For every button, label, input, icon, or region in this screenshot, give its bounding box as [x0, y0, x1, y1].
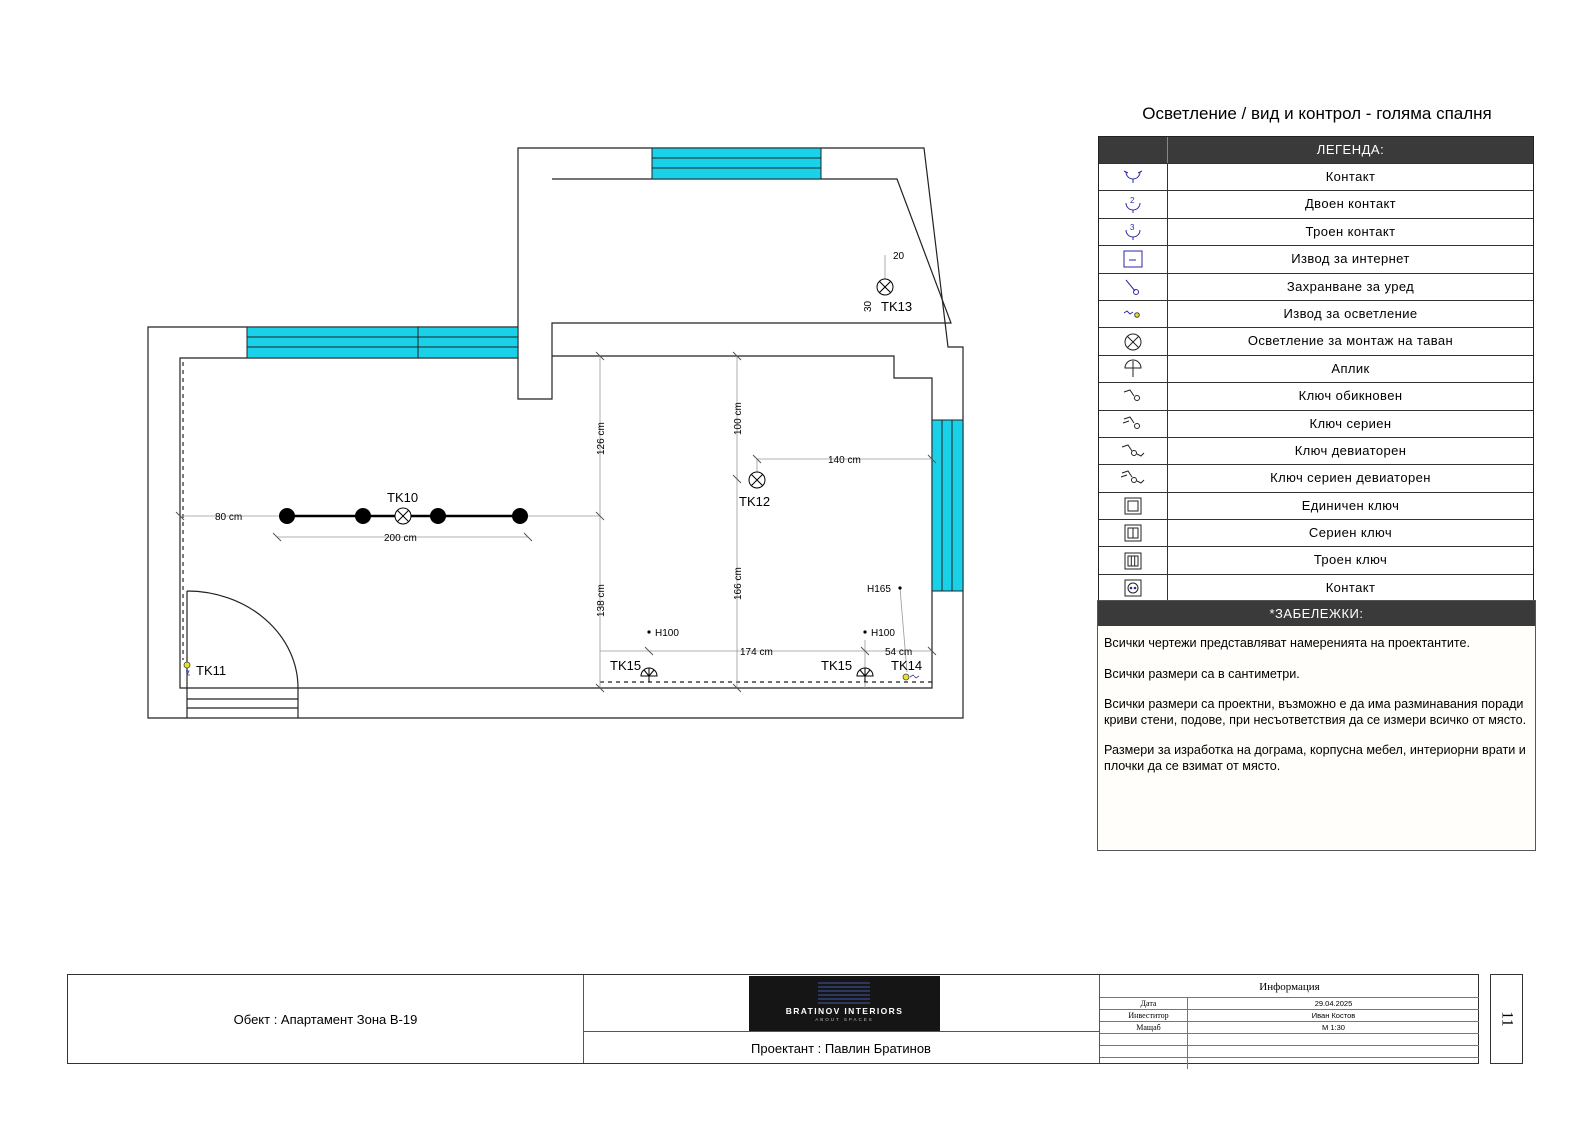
dim-174: 174 cm — [740, 647, 773, 658]
note-line: Всички размери са в сантиметри. — [1104, 666, 1300, 681]
legend-row — [1099, 574, 1533, 601]
legend-row — [1099, 546, 1533, 573]
info-key: Дата — [1110, 998, 1188, 1009]
tk10-luminaire — [279, 508, 528, 524]
dimension-lines — [180, 255, 932, 688]
note-line: Всички чертежи представляват намеренията на проектантите. — [1104, 636, 1471, 650]
notes-title: *ЗАБЕЛЕЖКИ: — [1098, 601, 1535, 626]
designer-name: Проектант : Павлин Братинов — [583, 1031, 1099, 1064]
info-row — [1100, 997, 1479, 1009]
legend-row — [1099, 410, 1533, 437]
dim-20: 20 — [893, 251, 905, 262]
legend-label: Контакт — [1325, 169, 1376, 184]
wall-lamp-icon — [857, 668, 873, 682]
triple-socket-icon — [1099, 219, 1168, 245]
info-row — [1100, 1021, 1479, 1033]
legend-table — [1098, 136, 1534, 602]
legend-row — [1099, 327, 1533, 354]
walls — [148, 148, 963, 718]
legend-label: Извод за интернет — [1291, 251, 1410, 267]
legend-row — [1099, 355, 1533, 382]
double-switch-icon — [1099, 520, 1168, 546]
note-line: Всички размери са проектни, възможно е да има разминавания поради криви стени, подове, при несъответствия да се измери всичко от място. — [1104, 697, 1527, 727]
page-number-text: 11 — [1498, 1011, 1516, 1027]
dim-80: 80 cm — [215, 512, 243, 523]
info-value: М 1:30 — [1322, 1023, 1345, 1032]
legend-row — [1099, 519, 1533, 546]
dim-30: 30 — [863, 300, 874, 312]
object-name: Обект : Апартамент Зона В-19 — [68, 975, 584, 1063]
height-marker — [898, 586, 901, 589]
legend-row — [1099, 245, 1533, 272]
info-value: 29.04.2025 — [1314, 999, 1353, 1008]
company-logo — [749, 976, 940, 1031]
legend-header — [1099, 137, 1533, 163]
tag-tk11: TK11 — [196, 663, 227, 678]
legend-label: Извод за осветление — [1283, 305, 1418, 321]
dim-140: 140 cm — [828, 455, 861, 466]
series-switch-icon — [1099, 411, 1168, 437]
wall-lamp-icon — [641, 668, 657, 682]
dim-166: 166 cm — [733, 567, 744, 600]
legend-label: Троен контакт — [1305, 223, 1396, 239]
info-key: Мащаб — [1110, 1022, 1188, 1033]
windows — [247, 148, 963, 591]
window-left — [247, 327, 518, 358]
tag-tk13: TK13 — [881, 299, 913, 314]
dim-54: 54 cm — [885, 647, 913, 658]
ceiling-light-icon — [1099, 328, 1168, 354]
legend-label: Троен ключ — [1313, 552, 1388, 568]
legend-row — [1099, 437, 1533, 464]
socket-plate-icon — [1099, 575, 1168, 601]
info-key: Инвеститор — [1110, 1010, 1188, 1021]
legend-label: Единичен ключ — [1301, 497, 1400, 513]
triple-switch-icon — [1099, 547, 1168, 573]
height-h100-right: H100 — [871, 628, 895, 639]
series-two-way-switch-icon — [1099, 465, 1168, 491]
sheet-title: Осветление / вид и контрол - голяма спалня — [1142, 104, 1492, 123]
dim-138: 138 cm — [596, 584, 607, 617]
legend-row — [1099, 273, 1533, 300]
window-top — [652, 148, 821, 179]
socket-icon — [1099, 164, 1168, 190]
legend-row — [1099, 190, 1533, 217]
legend-label: Сериен ключ — [1308, 525, 1393, 541]
height-marker — [863, 630, 866, 633]
page-number — [1490, 974, 1523, 1064]
legend-label: Захранване за уред — [1286, 278, 1415, 294]
height-marker — [647, 630, 650, 633]
info-value: Иван Костов — [1311, 1011, 1356, 1020]
info-row — [1100, 1009, 1479, 1021]
internet-outlet-icon — [1099, 246, 1168, 272]
tag-tk15-left: TK15 — [610, 658, 642, 673]
legend-label: Ключ сериен — [1309, 415, 1392, 431]
legend-label: Ключ сериен девиаторен — [1270, 470, 1431, 486]
legend-label: Ключ девиаторен — [1294, 442, 1407, 458]
simple-switch-icon — [1099, 383, 1168, 409]
lighting-outlet-icon — [1099, 301, 1168, 327]
legend-row — [1099, 218, 1533, 245]
tag-tk14: TK14 — [891, 658, 923, 673]
height-h100-left: H100 — [655, 628, 679, 639]
logo-text: BRATINOV INTERIORS — [785, 1006, 904, 1016]
legend-label: Ключ обикновен — [1298, 388, 1403, 404]
notes-panel — [1097, 600, 1536, 851]
two-way-switch-icon — [1099, 438, 1168, 464]
title-block — [67, 974, 1479, 1064]
dim-200: 200 cm — [384, 533, 417, 544]
legend-row — [1099, 382, 1533, 409]
floor-plan — [0, 0, 1090, 760]
legend-title: ЛЕГЕНДА: — [1316, 142, 1385, 157]
logo-subtitle: ABOUT SPACES — [815, 1017, 874, 1022]
legend-label: Аплик — [1331, 360, 1370, 376]
ceiling-light-icon — [877, 279, 893, 295]
svg-text:3: 3 — [1130, 222, 1135, 232]
tag-tk10: TK10 — [387, 490, 419, 505]
double-socket-icon — [1099, 191, 1168, 217]
tag-tk15-right: TK15 — [821, 658, 853, 673]
legend-row — [1099, 300, 1533, 327]
legend-row — [1099, 492, 1533, 519]
legend-label: Двоен контакт — [1304, 196, 1397, 212]
wiring-lines — [183, 362, 932, 682]
note-line: Размери за изработка на дограма, корпусна мебел, интериорни врати и плочки да се взимат от място. — [1104, 743, 1526, 773]
dim-100: 100 cm — [733, 402, 744, 435]
ceiling-light-icon — [749, 472, 765, 488]
appliance-supply-icon — [1099, 274, 1168, 300]
tag-tk12: TK12 — [739, 494, 771, 509]
dim-126: 126 cm — [596, 422, 607, 455]
single-switch-icon — [1099, 493, 1168, 519]
legend-label: Контакт — [1325, 579, 1376, 595]
info-title: Информация — [1259, 981, 1320, 993]
switch-icon — [903, 674, 919, 680]
wall-lamp-icon — [1099, 356, 1168, 382]
svg-text:2: 2 — [1130, 195, 1135, 205]
legend-row — [1099, 464, 1533, 491]
legend-row — [1099, 163, 1533, 190]
info-panel — [1099, 975, 1479, 1063]
door — [187, 591, 298, 718]
ceiling-light-icon — [395, 508, 411, 524]
height-h165: H165 — [867, 584, 891, 595]
logo-mark-icon — [814, 980, 874, 1006]
legend-label: Осветление за монтаж на таван — [1247, 333, 1454, 349]
window-right — [932, 420, 963, 591]
